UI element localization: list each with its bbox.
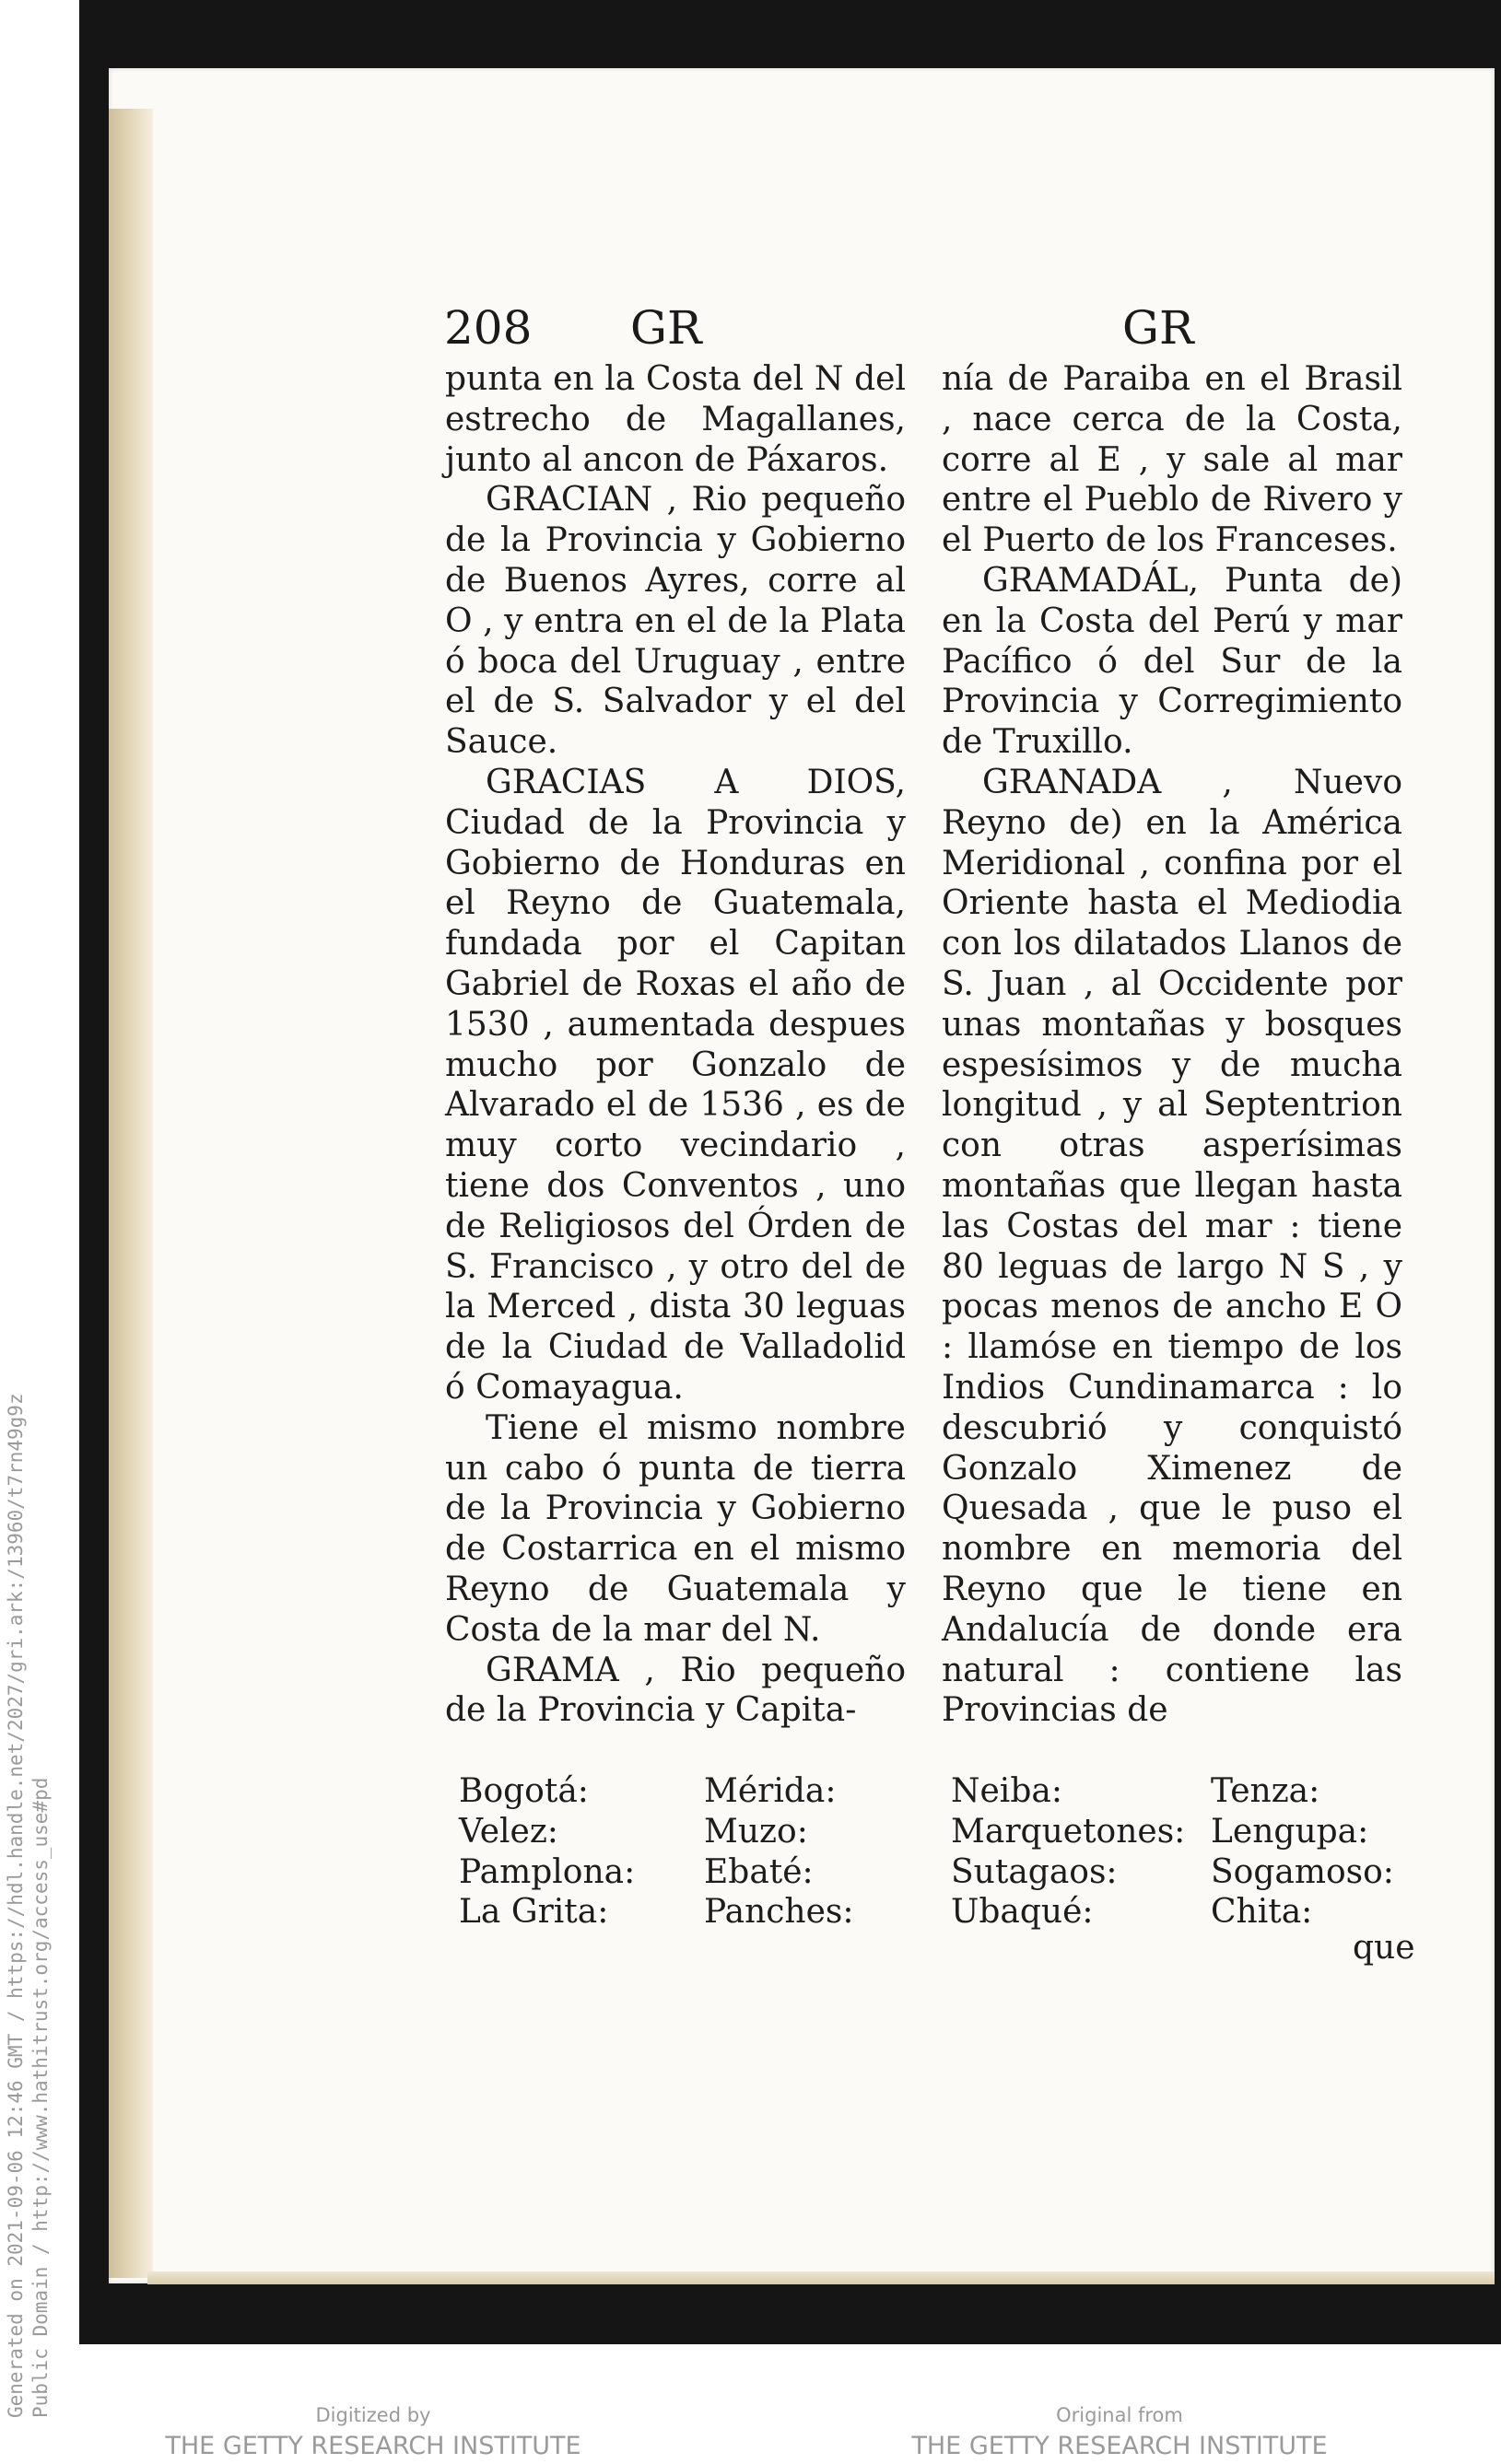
province-name: Velez:	[459, 1812, 558, 1851]
province-name: Mérida:	[704, 1772, 837, 1810]
province-name: La Grita:	[459, 1893, 609, 1932]
original-institution: THE GETTY RESEARCH INSTITUTE	[911, 2432, 1328, 2460]
province-name: Bogotá:	[459, 1772, 589, 1810]
original-from-credit	[885, 2404, 1354, 2460]
left-column	[445, 359, 906, 1731]
paragraph: nía de Paraiba en el Brasil , nace cerca de la Costa, corre al E , y sale al mar entre el Pueblo de Rivero y el Puerto de los Franceses.	[942, 360, 1402, 560]
paragraph: GRAMADÁL, Punta de) en la Costa del Perú y mar Pacífico ó del Sur de la Provincia y Corregimiento de Truxillo.	[942, 561, 1402, 762]
paragraph: GRACIAS A DIOS, Ciudad de la Provincia y Gobierno de Honduras en el Reyno de Guatemala, fundada por el Capitan Gabriel de Roxas el año de 1530 , aumentada despues mucho por Gonzalo de Alvarado el de 1536 , es de muy corto vecindario , tiene dos Conventos , uno de Religiosos del Órden de S. Francisco , y otro del de la Merced , dista 30 leguas de la Ciudad de Valladolid ó Comayagua.	[445, 763, 906, 1407]
province-name: Ubaqué:	[951, 1893, 1094, 1932]
digitized-by-credit	[138, 2404, 608, 2460]
paragraph: Tiene el mismo nombre un cabo ó punta de tierra de la Provincia y Gobierno de Costarrica en el mismo Reyno de Guatemala y Costa de la mar del N.	[445, 1408, 906, 1649]
province-list-column	[459, 1771, 635, 1933]
watermark-line: Public Domain / http://www.hathitrust.org/access_use#pd	[29, 1777, 52, 2418]
right-running-head: GR	[1122, 301, 1194, 355]
digitized-label: Digitized by	[315, 2404, 431, 2426]
digitized-institution: THE GETTY RESEARCH INSTITUTE	[165, 2432, 581, 2460]
province-name: Neiba:	[951, 1772, 1062, 1810]
paragraph: punta en la Costa del N del estrecho de Magallanes, junto al ancon de Páxaros.	[445, 360, 906, 479]
catchword: que	[1353, 1929, 1415, 1967]
province-name: Chita:	[1211, 1893, 1313, 1932]
province-list-column	[704, 1771, 854, 1933]
province-name: Ebaté:	[704, 1852, 814, 1891]
original-label: Original from	[1056, 2404, 1183, 2426]
province-list-column	[951, 1771, 1185, 1933]
province-list-column	[1211, 1771, 1394, 1933]
province-name: Tenza:	[1211, 1772, 1320, 1810]
watermark-line: Generated on 2021-09-06 12:46 GMT / https://hdl.handle.net/2027/gri.ark:/13960/t7rn49g9z	[5, 1393, 27, 2418]
province-name: Pamplona:	[459, 1852, 636, 1891]
page-number: 208	[444, 301, 533, 355]
province-name: Sogamoso:	[1211, 1852, 1394, 1891]
page-edge	[109, 109, 153, 2278]
paragraph: GRACIAN , Rio pequeño de la Provincia y Gobierno de Buenos Ayres, corre al O , y entra en el de la Plata ó boca del Uruguay , entre el de S. Salvador y el del Sauce.	[445, 481, 906, 762]
paragraph: GRANADA , Nuevo Reyno de) en la América Meridional , confina por el Oriente hasta el Mediodia con los dilatados Llanos de S. Juan , al Occidente por unas montañas y bosques espesísimos y de mucha longitud , y al Septentrion con otras asperísimas montañas que llegan hasta las Costas del mar : tiene 80 leguas de largo N S , y pocas menos de ancho E O : llamóse en tiempo de los Indios Cundinamarca : lo descubrió y conquistó Gonzalo Ximenez de Quesada , que le puso el nombre en memoria del Reyno que le tiene en Andalucía de donde era natural : contiene las Provincias de	[942, 763, 1402, 1730]
right-column	[942, 359, 1402, 1731]
province-name: Sutagaos:	[951, 1852, 1118, 1891]
hathitrust-watermark	[4, 1393, 53, 2418]
province-name: Lengupa:	[1211, 1812, 1369, 1851]
paragraph: GRAMA , Rio pequeño de la Provincia y Capita-	[445, 1651, 906, 1730]
page-bottom-edge	[147, 2271, 1495, 2284]
province-name: Marquetones:	[951, 1812, 1186, 1851]
left-running-head: GR	[630, 301, 702, 355]
province-name: Muzo:	[704, 1812, 808, 1851]
province-name: Panches:	[704, 1893, 854, 1932]
